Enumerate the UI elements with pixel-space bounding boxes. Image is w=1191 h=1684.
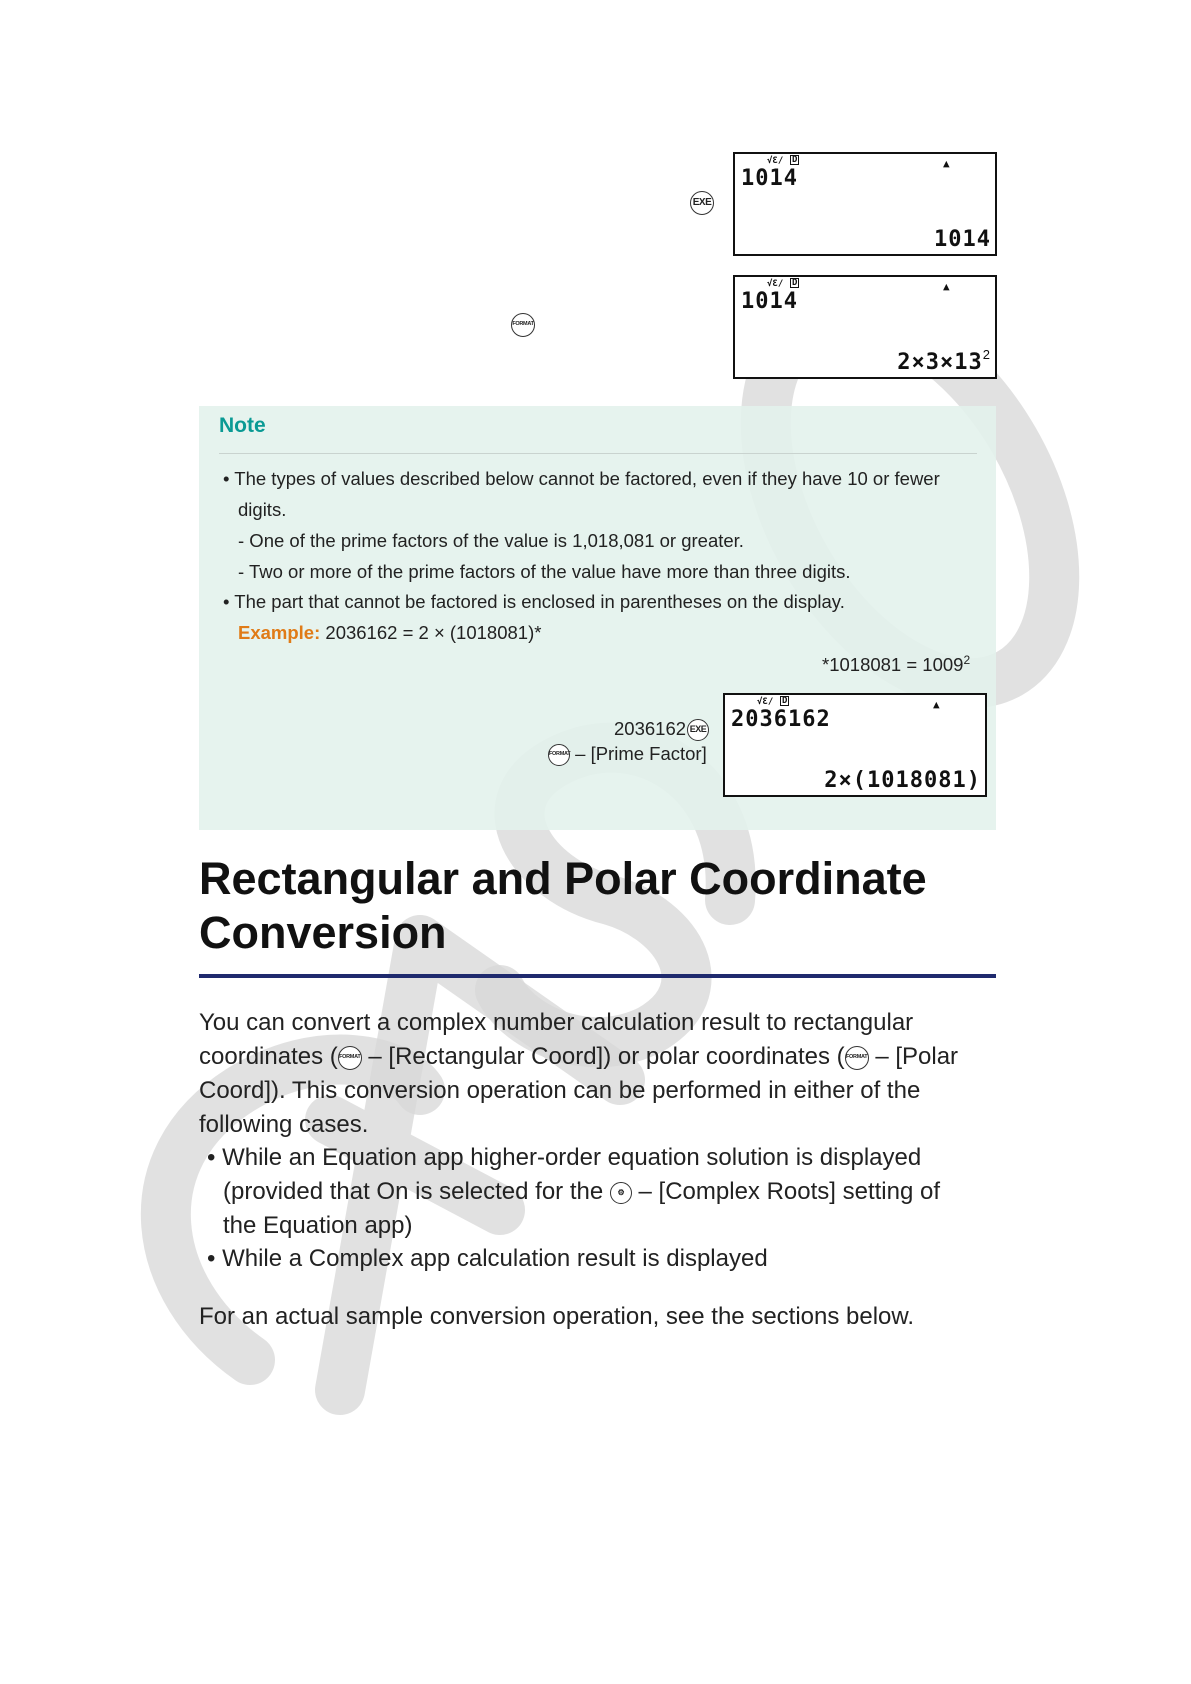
- settings-key-icon: ⚙: [610, 1182, 632, 1204]
- format-key-icon: FORMAT: [548, 744, 570, 766]
- text-segment: – [Polar: [868, 1043, 959, 1070]
- bullet-1-line-3: the Equation app): [223, 1212, 413, 1239]
- paragraph-1-line-3: Coord]). This conversion operation can be performed in either of the: [199, 1077, 921, 1104]
- calculator-display-3: [723, 693, 987, 797]
- footnote-exponent: 2: [963, 653, 971, 667]
- display-result: [897, 347, 991, 375]
- format-key-icon: FORMAT: [511, 313, 535, 337]
- format-key-icon: FORMAT: [845, 1046, 869, 1070]
- paragraph-2: For an actual sample conversion operation, see the sections below.: [199, 1303, 915, 1330]
- degree-indicator: D: [792, 278, 798, 288]
- math-indicator: √Ɛ/: [757, 697, 774, 707]
- calculator-display-2: [733, 275, 997, 379]
- key-input-value: 2036162: [614, 718, 687, 739]
- note-key-sequence-1: [614, 718, 709, 741]
- section-heading: [199, 852, 999, 960]
- note-title: Note: [219, 414, 266, 437]
- paragraph-1-line-4: following cases.: [199, 1111, 369, 1138]
- note-footnote: [822, 653, 970, 676]
- note-bullet-1: • The types of values described below cannot be factored, even if they have 10 or fewer: [223, 468, 940, 489]
- note-divider: [219, 453, 977, 454]
- paragraph-1-line-1: You can convert a complex number calculation result to rectangular: [199, 1009, 914, 1036]
- bullet-1-line-1: • While an Equation app higher-order equation solution is displayed: [207, 1144, 922, 1171]
- note-key-sequence-2: [548, 743, 707, 766]
- exe-key-icon: EXE: [690, 191, 714, 215]
- text-segment: – [Rectangular Coord]) or polar coordinates (: [361, 1043, 845, 1070]
- text-segment: (provided that On is selected for the: [223, 1178, 610, 1205]
- bullet-1-line-2: [223, 1178, 940, 1206]
- math-indicator: √Ɛ/: [767, 156, 784, 166]
- example-text: 2036162 = 2 × (1018081)*: [320, 622, 542, 643]
- calculator-display-1: [733, 152, 997, 256]
- heading-underline: [199, 974, 996, 978]
- display-input: 1014: [741, 289, 798, 314]
- degree-indicator: D: [782, 696, 788, 706]
- scroll-up-indicator: ▲: [933, 698, 940, 711]
- display-input: 2036162: [731, 707, 831, 732]
- note-bullet-2: • The part that cannot be factored is enclosed in parentheses on the display.: [223, 591, 845, 612]
- format-key-icon: FORMAT: [338, 1046, 362, 1070]
- heading-line-1: Rectangular and Polar Coordinate: [199, 853, 927, 904]
- note-example: [238, 622, 541, 644]
- result-exponent: 2: [982, 347, 991, 362]
- note-sub-item-1: - One of the prime factors of the value is 1,018,081 or greater.: [238, 530, 744, 551]
- display-result: 1014: [934, 227, 991, 252]
- scroll-up-indicator: ▲: [943, 157, 950, 170]
- result-base: 2×3×13: [897, 350, 983, 375]
- note-sub-item-2: - Two or more of the prime factors of the value have more than three digits.: [238, 561, 851, 582]
- display-input: 1014: [741, 166, 798, 191]
- bullet-2: • While a Complex app calculation result is displayed: [207, 1245, 768, 1272]
- example-label: Example:: [238, 622, 321, 643]
- paragraph-1-line-2: [199, 1043, 958, 1071]
- text-segment: coordinates (: [199, 1043, 338, 1070]
- exe-key-icon: EXE: [687, 719, 709, 741]
- display-result: 2×(1018081): [824, 768, 981, 793]
- math-indicator: √Ɛ/: [767, 279, 784, 289]
- note-bullet-1-cont: digits.: [238, 499, 287, 520]
- text-segment: – [Complex Roots] setting of: [631, 1178, 941, 1205]
- prime-factor-menu: – [Prime Factor]: [575, 743, 707, 764]
- heading-line-2: Conversion: [199, 907, 447, 958]
- degree-indicator: D: [792, 155, 798, 165]
- footnote-text: *1018081 = 1009: [822, 654, 964, 675]
- scroll-up-indicator: ▲: [943, 280, 950, 293]
